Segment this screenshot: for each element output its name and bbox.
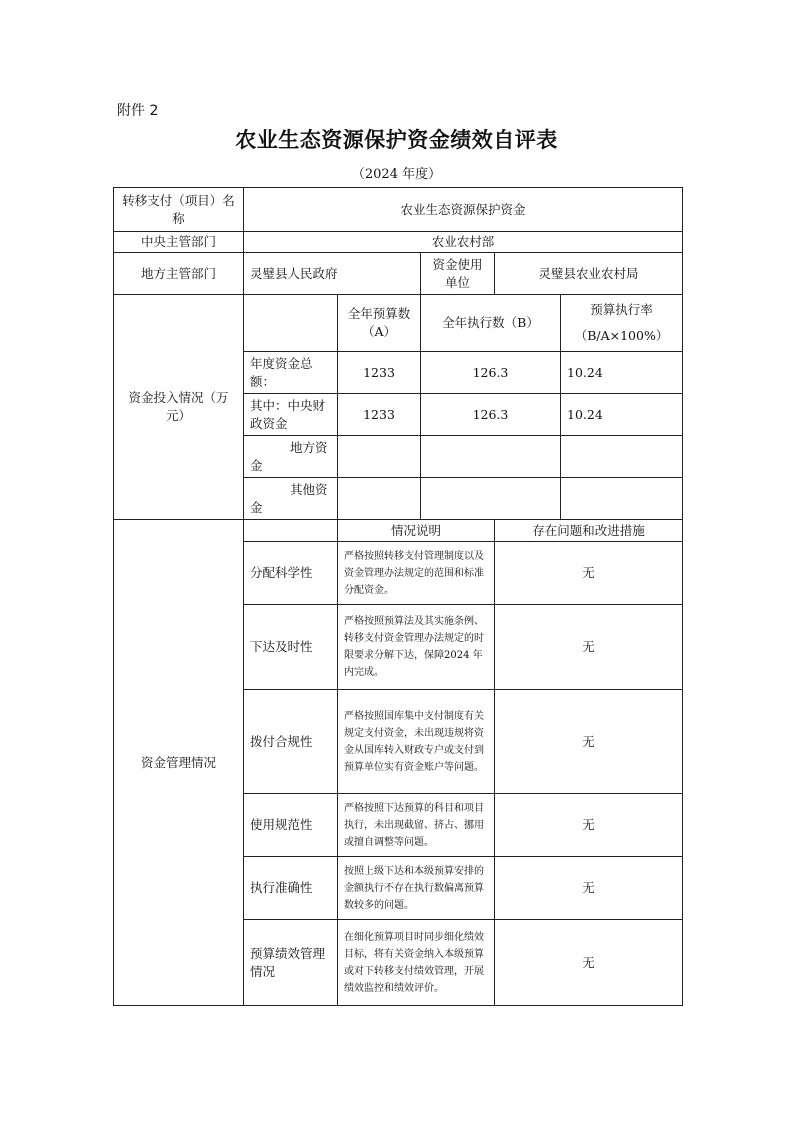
funding-row-rate	[561, 478, 683, 520]
management-item: 执行准确性	[244, 857, 338, 920]
management-item: 预算绩效管理情况	[244, 920, 338, 1006]
col-issue-header: 存在问题和改进措施	[495, 520, 683, 542]
management-desc: 严格按照国库集中支付制度有关规定支付资金，未出现违规将资金从国库转入财政专户或支付到预算单位实有资金账户等问题。	[338, 690, 495, 794]
funding-section-label: 资金投入情况（万元）	[114, 295, 244, 520]
col-rate-header-line1: 预算执行率	[590, 302, 653, 317]
funding-row-rate	[561, 436, 683, 478]
management-item: 拨付合规性	[244, 690, 338, 794]
management-item: 分配科学性	[244, 542, 338, 605]
funding-row-exec	[421, 436, 561, 478]
management-item: 使用规范性	[244, 794, 338, 857]
management-desc: 严格按照转移支付管理制度以及资金管理办法规定的范围和标准分配资金。	[338, 542, 495, 605]
funding-row-label: 其他资金	[244, 478, 338, 520]
management-header-blank	[244, 520, 338, 542]
document-title: 农业生态资源保护资金绩效自评表	[235, 128, 558, 152]
fund-user-value: 灵璧县农业农村局	[495, 253, 683, 295]
col-budget-header: 全年预算数（A）	[338, 295, 421, 352]
local-dept-value: 灵璧县人民政府	[244, 253, 421, 295]
funding-row-budget: 1233	[338, 394, 421, 436]
project-row	[114, 188, 683, 232]
management-item: 下达及时性	[244, 605, 338, 690]
col-rate-header	[561, 295, 683, 352]
management-issue: 无	[495, 920, 683, 1006]
central-dept-row	[114, 232, 683, 253]
col-desc-header: 情况说明	[338, 520, 495, 542]
management-issue: 无	[495, 794, 683, 857]
funding-row-label: 年度资金总额：	[244, 352, 338, 394]
funding-row-budget: 1233	[338, 352, 421, 394]
col-exec-header: 全年执行数（B）	[421, 295, 561, 352]
management-issue: 无	[495, 690, 683, 794]
management-desc: 在细化预算项目时同步细化绩效目标，将有关资金纳入本级预算或对下转移支付绩效管理，开展绩效监控和绩效评价。	[338, 920, 495, 1006]
funding-header-blank	[244, 295, 338, 352]
local-dept-label: 地方主管部门	[114, 253, 244, 295]
management-desc: 按照上级下达和本级预算安排的金额执行不存在执行数偏离预算数较多的问题。	[338, 857, 495, 920]
central-dept-label: 中央主管部门	[114, 232, 244, 253]
project-label: 转移支付（项目）名称	[114, 188, 244, 232]
management-section-label: 资金管理情况	[114, 520, 244, 1006]
col-rate-header-line2: （B/A×100%）	[574, 328, 669, 343]
attachment-label: 附件 2	[117, 103, 159, 119]
funding-row-rate: 10.24	[561, 352, 683, 394]
funding-header-row	[114, 295, 683, 352]
funding-row-exec	[421, 478, 561, 520]
funding-row-rate: 10.24	[561, 394, 683, 436]
management-desc: 严格按照预算法及其实施条例、转移支付资金管理办法规定的时限要求分解下达，保障2024 年内完成。	[338, 605, 495, 690]
management-issue: 无	[495, 857, 683, 920]
funding-row-budget	[338, 478, 421, 520]
self-evaluation-table	[113, 187, 683, 1006]
fund-user-label: 资金使用单位	[421, 253, 495, 295]
funding-row-label: 地方资金	[244, 436, 338, 478]
management-issue: 无	[495, 542, 683, 605]
project-value: 农业生态资源保护资金	[244, 188, 683, 232]
management-desc: 严格按照下达预算的科目和项目执行，未出现截留、挤占、挪用或擅自调整等问题。	[338, 794, 495, 857]
local-dept-row	[114, 253, 683, 295]
central-dept-value: 农业农村部	[244, 232, 683, 253]
management-issue: 无	[495, 605, 683, 690]
funding-row-label: 其中：中央财政资金	[244, 394, 338, 436]
funding-row-budget	[338, 436, 421, 478]
document-year: （2024 年度）	[351, 167, 442, 182]
management-header-row	[114, 520, 683, 542]
funding-row-exec: 126.3	[421, 394, 561, 436]
funding-row-exec: 126.3	[421, 352, 561, 394]
